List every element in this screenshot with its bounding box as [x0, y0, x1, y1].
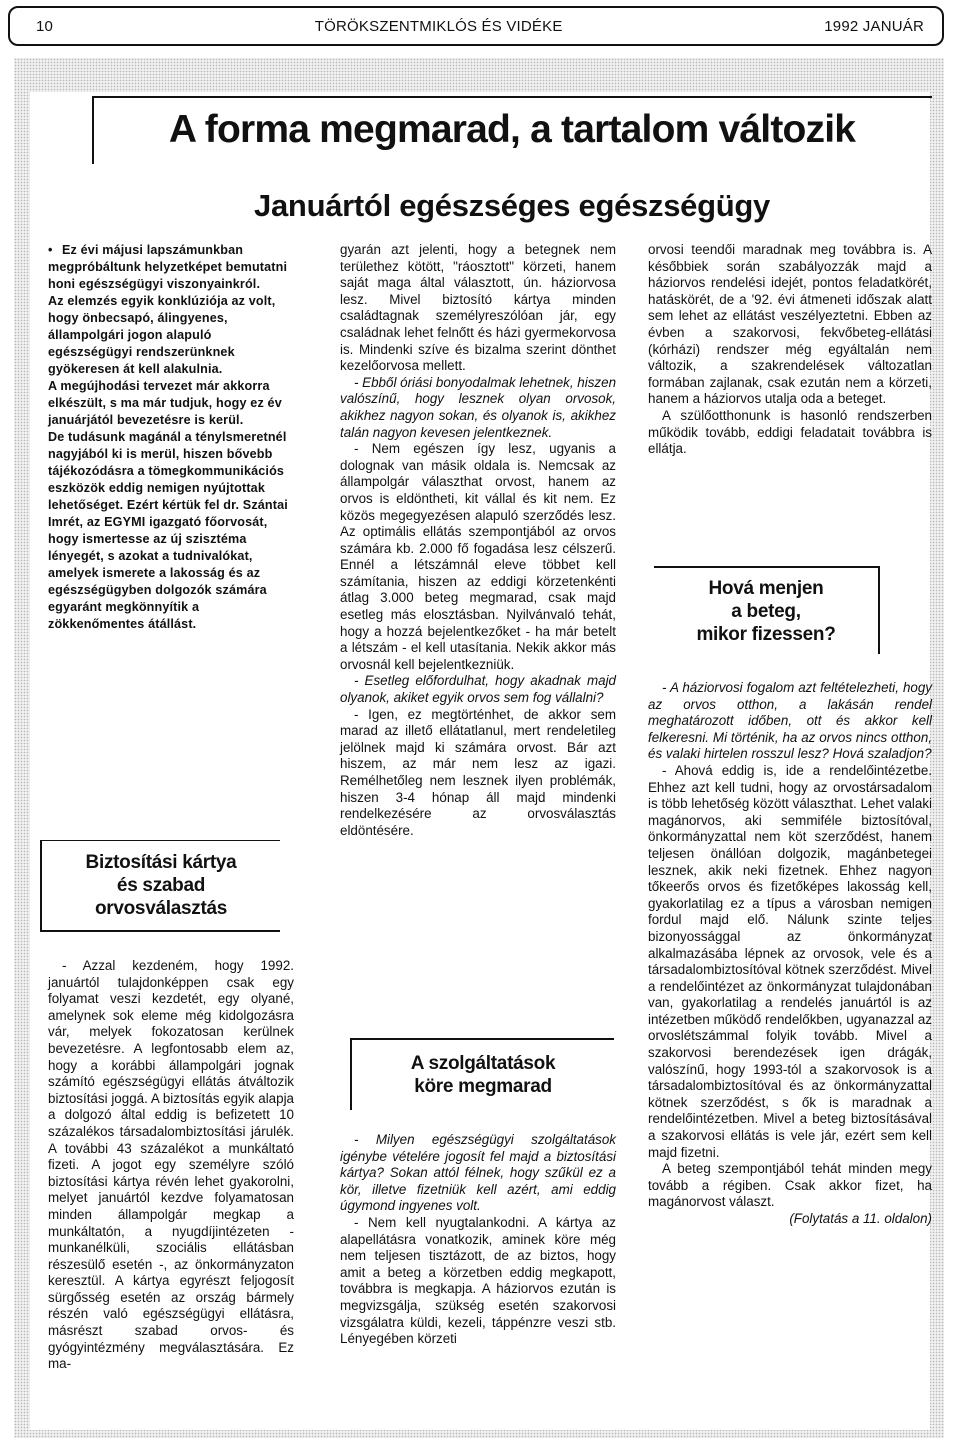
- article-column-2-continued: [340, 1132, 616, 1348]
- section-heading-line: és szabad: [116, 875, 206, 896]
- body-paragraph: - Igen, ez megtörténhet, de akkor sem marad az illető ellátatlanul, mert rendeletileg jelölnek majd ki számára orvost. Bár azt hiszem, az már nem lesz az igazi. Remélhetőleg nem lesznek ilyen problémák, hiszen 3-4 hónap áll majd mindenki rendelkezésére az orvosválasztás eldöntésére.: [340, 706, 616, 838]
- intro-paragraph: • Ez évi májusi lapszámunkban megpróbáltunk helyzetképet bemutatni honi egészségügyi viszonyainkról.: [48, 243, 288, 291]
- section-heading-line: Hová menjen: [708, 577, 824, 599]
- section-heading-line: a beteg,: [731, 600, 801, 622]
- publication-name: TÖRÖKSZENTMIKLÓS ÉS VIDÉKE: [314, 17, 563, 35]
- intro-block: [48, 242, 294, 633]
- body-paragraph: orvosi teendői maradnak meg továbbra is. A későbbiek során szabályozzák majd a háziorvos rendelési idejét, pontos feladatkörét, hatáskörét, de a '92. évi átmeneti időszak alatt sem lehet az ellátást veszélyeztetni. Ebben az évben a szakorvosi, fekvőbeteg-ellátási (kórházi) rendszer még egyáltalán nem változik, a szakrendelések változatlan formában zajlanak, csak ezután nem a körzeti, hanem a háziorvos utalja oda a beteget.: [648, 242, 932, 407]
- section-heading-box: [40, 840, 280, 932]
- body-paragraph: - Esetleg előfordulhat, hogy akadnak majd olyanok, akiket egyik orvos sem fog vállalni?: [340, 673, 616, 706]
- section-heading-box: [654, 566, 880, 654]
- issue-date: 1992 JANUÁR: [824, 17, 924, 35]
- article-column-3-continued: [648, 680, 932, 1228]
- body-paragraph: A beteg szempontjából tehát minden megy tovább a régiben. Csak akkor fizet, ha magánorvost választ.: [648, 1161, 932, 1210]
- bullet-icon: •: [48, 243, 53, 257]
- headline: A forma megmarad, a tartalom változik: [168, 108, 856, 151]
- running-header: [8, 6, 944, 46]
- section-heading-line: A szolgáltatások: [410, 1053, 556, 1074]
- section-heading-line: Biztosítási kártya: [85, 852, 237, 873]
- section-heading-box: [350, 1038, 614, 1110]
- section-heading-line: köre megmarad: [414, 1076, 552, 1097]
- body-paragraph: - Nem kell nyugtalankodni. A kártya az alapellátásra vonatkozik, aminek köre még nem teljesen tisztázott, de az biztos, hogy amit a beteg a körzetben eddig megkapott, továbbra is megkapja. A háziorvos ezután is megvizsgálja, szükség esetén szakorvosi vizsgálatra küldi, kezeli, táppénzre veszi stb. Lényegében körzeti: [340, 1214, 616, 1347]
- body-paragraph: - Ahová eddig is, ide a rendelőintézetbe. Ehhez azt kell tudni, hogy az orvostársadalom is több lehetőség között választhat. Lehet valaki magánorvos, aki semmiféle biztosítóval, önkormányzattal nem köt szerződést, hanem teljesen önállóan dolgozik, magánbetegei lesznek, akik neki fizetnek. Ehhez nagyon tőkeerős orvos és fizetőképes lakosság kell, gyakorlatilag ez a típus a városban nemigen fordul majd elő. Nálunk szinte teljes bizonyossággal az önkormányzat alkalmazásába lépnek az orvosok, vele és a társadalombiztosítóval kötnek szerződést. Mivel a rendelőintézet az önkormányzat tulajdonában van, gyakorlatilag a rendelés januártól is az intézetben működő rendelőkben, ugyanazzal az orvoslétszámmal folyik tovább. Mivel a szakorvosi berendezések igen drágák, valószínű, hogy 1993-tól a szakorvosok is a társadalombiztosítóval és az önkormányzattal kötnek szerződést, s ők is maradnak a rendelőintézetben. Mivel a beteg biztosításával a szakorvosi ellátás is vele jár, ezért sem kell majd fizetni.: [648, 762, 932, 1160]
- article-column-3: [648, 242, 932, 458]
- body-paragraph: A szülőotthonunk is hasonló rendszerben működik tovább, eddigi feladatait továbbra is ellátja.: [648, 407, 932, 457]
- body-paragraph: - Azzal kezdeném, hogy 1992. januártól tulajdonképpen csak egy folyamat veszi kezdetét, egy olyané, amelynek sok eleme még kidolgozásra vár, melyek fokozatosan kerülnek bevezetésre. A legfontosabb elem az, hogy a korábbi állampolgári jognak számító egészségügyi ellátás átváltozik biztosítási joggá. A biztosítás egyik alapja a dolgozó által eddig is befizetett 10 százalékos társadalombiztosítási járulék. A további 43 százalékot a munkáltató fizeti. A jogot egy személyre szóló biztosítási kártya révén lehet gyakorolni, melyet januártól kezdve folyamatosan minden állampolgár megkap a munkáltatón, a nyugdíjintézeten - munkanélküli, szociális ellátásban részesülő esetén -, az önkormányzaton keresztül. A kártya egyrészt feljogosít sürgősség esetén az ország bármely részén való egészségügyi ellátásra, másrészt szabad orvos- és gyógyintézmény megválasztására. Ez ma-: [48, 958, 294, 1372]
- body-paragraph: - Nem egészen így lesz, ugyanis a dolognak van másik oldala is. Nemcsak az állampolgár választhat orvost, hanem az orvos is eldöntheti, kit vállal és kit nem. Ez közös megegyezésen alapuló szerződés lesz. Az optimális ellátás szempontjából az orvos számára kb. 2.000 fő fogadása lesz célszerű. Ennél a létszámnál eleve többet kell számítania, hiszen az eddigi körzetenkénti átlag 3.000 beteg megmarad, csak majd esetleg más elosztásban. Nyilvánvaló tehát, hogy a hozzá bejelentkezőket - ha már betelt a létszám - el kell utasítania. Nekik akkor más orvosnál kell bejelentkezniük.: [340, 441, 616, 672]
- intro-paragraph: De tudásunk magánál a ténylsmeretnél nagyjából ki is merül, hiszen bővebb tájékozódásra a tömegkommunikációs eszközök eddig nemigen nyújtottak lehetőséget. Ezért kértük fel dr. Szántai Imrét, az EGYMI igazgató főorvosát, hogy ismertesse az új szisztéma lényegét, s azokat a tudnivalókat, amelyek ismerete a lakosság és az egészségügyben dolgozók számára egyaránt megkönnyítik a zökkenőmentes átállást.: [48, 430, 288, 631]
- body-paragraph: - A háziorvosi fogalom azt feltételezheti, hogy az orvos otthon, a lakásán rendel meghatározott időben, ott és akkor kell felkeresni. Mi történik, ha az orvos nincs otthon, és valaki hirtelen rosszul lesz? Hová szaladjon?: [648, 680, 932, 762]
- subheadline: Januártól egészséges egészségügy: [254, 188, 770, 223]
- section-heading-line: mikor fizessen?: [696, 623, 836, 645]
- body-paragraph: - Milyen egészségügyi szolgáltatások igénybe vételére jogosít fel majd a biztosítási kártya? Sokan attól félnek, hogy szűkül ez a kör, illetve fizetniük kell azért, ami eddig úgymond ingyenes volt.: [340, 1132, 616, 1214]
- body-paragraph: - Ebből óriási bonyodalmak lehetnek, hiszen valószínű, hogy lesznek olyan orvosok, akikhez nagyon sokan, és olyanok is, akikhez talán nagyon kevesen jelentkeznek.: [340, 374, 617, 440]
- article-column-2: [340, 242, 616, 839]
- intro-paragraph: A megújhodási tervezet már akkorra elkészült, s ma már tudjuk, hogy ez év januárjától bevezetésre is kerül.: [48, 379, 282, 427]
- intro-paragraph: Az elemzés egyik konklúziója az volt, hogy önbecsapó, álingyenes, állampolgári jogon alapuló egészségügyi rendszerünknek gyökeresen át kell alakulnia.: [48, 294, 276, 376]
- continuation-note: (Folytatás a 11. oldalon): [789, 1211, 932, 1226]
- section-heading-line: orvosválasztás: [94, 898, 228, 919]
- article-column-1: [48, 958, 294, 1373]
- page-number: 10: [36, 17, 54, 35]
- body-paragraph: gyarán azt jelenti, hogy a betegnek nem területhez kötött, "ráosztott" körzeti, hanem saját maga által választott, ún. háziorvosa lesz. Mivel biztosító kártya minden családtagnak személyreszólóan jár, egy családnak lehet felnőtt és házi gyermekorvosa is. Mindenki szíve és bizalma szerint dönthet kezelőorvosa mellett.: [340, 242, 616, 374]
